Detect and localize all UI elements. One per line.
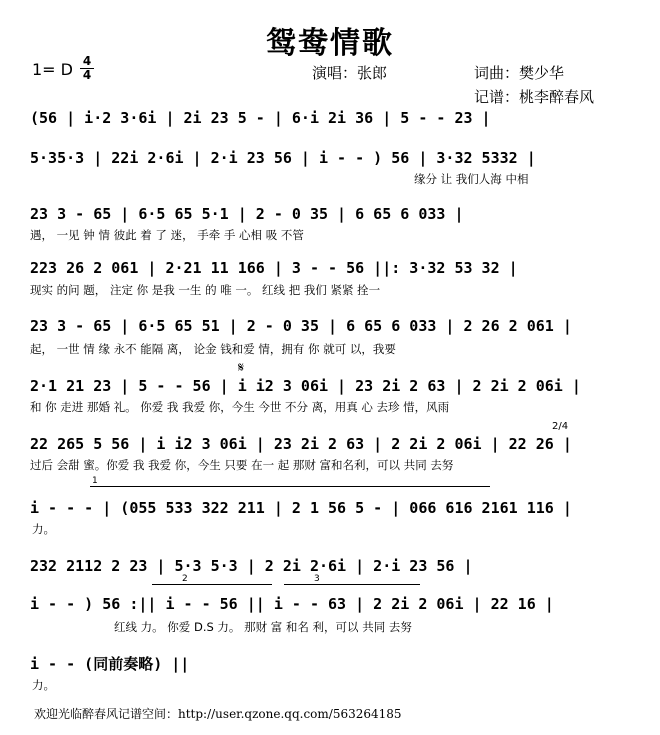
notation-row-4: 223 26 2 061 | 2·21 11 166 | 3 - - 56 ||: 3·32 53 32 | [30,259,518,277]
volta-bracket-2 [152,584,272,585]
notation-row-9: 232 2112 2 23 | 5·3 5·3 | 2 2i 2·6i | 2·i 23 56 | [30,557,473,575]
notation-row-7: 22 265 5 56 | i i2 3 06i | 23 2i 2 63 | 2 2i 2 06i | 22 26 | [30,435,572,453]
notation-row-3: 23 3 - 65 | 6·5 65 5·1 | 2 - 0 35 | 6 65 6 033 | [30,205,464,223]
volta-bracket-1 [90,486,490,487]
lyric-line-3: 现实 的问 题， 注定 你 是我 一生 的 唯 一。 红线 把 我们 紧紧 拴一 [30,283,381,297]
song-title: 鸳鸯情歌 [266,26,394,61]
lyric-line-4: 起， 一世 情 缘 永不 能隔 离， 论金 钱和爱 情，拥有 你 就可 以，我要 [30,342,396,356]
time-signature-top: 4 [82,54,92,68]
singer-credit: 演唱：张郎 [312,64,388,82]
lyric-line-9: 力。 [32,678,55,692]
transcriber-credit: 记谱：桃李醉春风 [474,88,595,106]
notation-row-10: i - - ) 56 :|| i - - 56 || i - - 63 | 2 2i 2 06i | 22 16 | [30,595,554,613]
notation-row-1: (56 | i·2 3·6i | 2i 23 5 - | 6·i 2i 36 | 5 - - 23 | [30,109,491,127]
notation-row-11: i - - (同前奏略) || [30,655,190,673]
footer-link-text: 欢迎光临醉春风记谱空间：http://user.qzone.qq.com/563264185 [34,707,402,721]
lyric-line-6: 过后 会甜 蜜。你爱 我 我爱 你，今生 只要 在一 起 那财 富和名利，可以 共同 去努 [30,458,454,472]
volta-number-3: 3 [314,574,320,584]
volta-number-2: 2 [182,574,188,584]
lyric-line-5: 和 你 走进 那婚 礼。 你爱 我 我爱 你，今生 今世 不分 离，用真 心 去珍 惜，风雨 [30,400,450,414]
time-signature-bottom: 4 [82,68,92,82]
lyric-line-1: 缘分 让 我们人海 中相 [414,172,529,186]
time-change-mark: 2/4 [552,421,569,432]
lyric-line-2: 遇， 一见 钟 情 彼此 着 了 迷， 手牵 手 心相 吸 不管 [30,228,304,242]
time-signature [80,56,94,81]
notation-row-6: 2·1 21 23 | 5 - - 56 | i i2 3 06i | 23 2i 2 63 | 2 2i 2 06i | [30,377,581,395]
composer-credit: 词曲：樊少华 [474,64,565,82]
volta-number-1: 1 [92,476,98,486]
volta-bracket-3 [284,584,420,585]
notation-row-2: 5·35·3 | 22i 2·6i | 2·i 23 56 | i - - ) 56 | 3·32 5332 | [30,149,536,167]
notation-row-8: i - - - | (055 533 322 211 | 2 1 56 5 - | 066 616 2161 116 | [30,499,572,517]
key-signature: 1= D [32,60,73,79]
lyric-line-8: 红线 力。 你爱 D.S 力。 那财 富 和名 利，可以 共同 去努 [114,620,412,634]
segno-sign: 𝄋 [238,360,245,376]
notation-row-5: 23 3 - 65 | 6·5 65 51 | 2 - 0 35 | 6 65 6 033 | 2 26 2 061 | [30,317,572,335]
lyric-line-7: 力。 [32,522,55,536]
